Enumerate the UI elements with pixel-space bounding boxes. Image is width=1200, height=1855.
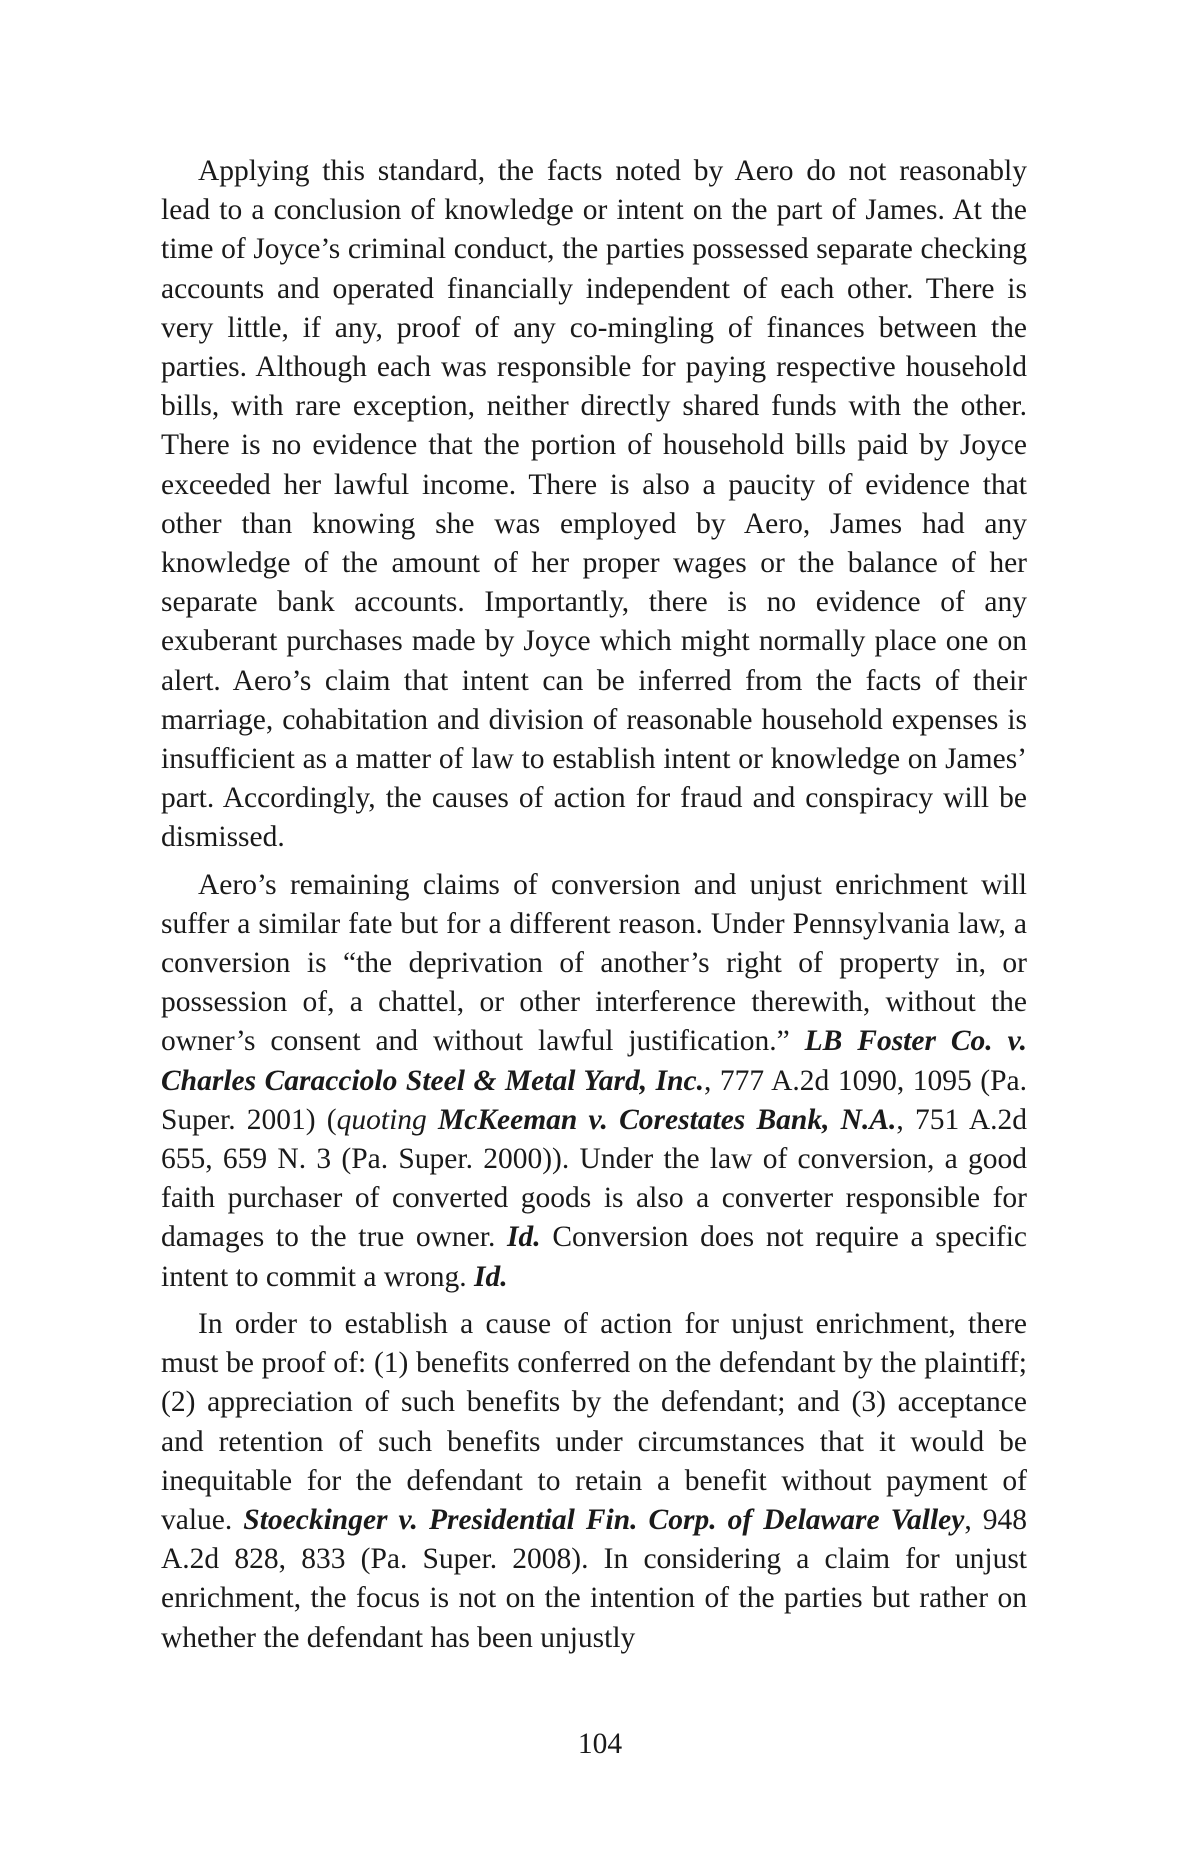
text-run: In order to establish a cause of action for unjust enrichment, there must be proof of: (1) benefits conferred on the defendant by the plaintiff; (2) appreciation of such benefits by the defendant; and (3) acceptance and retention of such benefits under circumstances that it would be inequitable for the defendant to retain a benefit without payment of value. [161,1307,1027,1536]
text-run: Conversion does not require a specific intent to commit a wrong. [161,1221,1028,1293]
text-run: Applying this standard, the facts noted by Aero do not reasonably lead to a conclusion of knowledge or intent on the part of James. At the time of Joyce’s criminal conduct, the parties possessed separate checking accounts and operated financially independent of each other. There is very little, if any, proof of any co-mingling of finances between the parties. Although each was responsible for paying respective household bills, with rare exception, neither directly shared funds with the other. There is no evidence that the portion of household bills paid by Joyce exceeded her lawful income. There is also a paucity of evidence that other than knowing she was employed by Aero, James had any knowledge of the amount of her proper wages or the balance of her separate bank accounts. Importantly, there is no evidence of any exuberant purchases made by Joyce which might normally place one on alert. Aero’s claim that intent can be inferred from the facts of their marriage, cohabitation and division of reasonable household expenses is insufficient as a matter of law to establish intent or knowledge on James’ part. Accordingly, the causes of action for fraud and conspiracy will be dismissed. [161,155,1027,854]
case-citation: Id. [507,1221,541,1254]
text-run: , 948 A.2d 828, 833 (Pa. Super. 2008). In considering a claim for unjust enrichment, the focus is not on the intention of the parties but rather on whether the defendant has been unjustly [161,1503,1027,1654]
paragraph-3 [161,1305,1027,1658]
text-run: Aero’s remaining claims of conversion and unjust enrichment will suffer a similar fate but for a different reason. Under Pennsylvania law, a conversion is “the deprivation of another’s right of property in, or possession of, a chattel, or other interference therewith, without the owner’s consent and without lawful justification.” [161,868,1027,1058]
case-citation: McKeeman v. Corestates Bank, N.A. [438,1103,897,1136]
case-citation: Stoeckinger v. Presidential Fin. Corp. of Delaware Valley [243,1503,965,1536]
case-citation: LB Foster Co. v. Charles Caracciolo Steel & Metal Yard, Inc. [161,1025,1027,1097]
text-run: , 777 A.2d 1090, 1095 (Pa. Super. 2001) ( [161,1064,1027,1136]
text-run [427,1104,438,1136]
paragraph-1 [161,152,1027,858]
page-number: 104 [577,1728,623,1760]
body-text [161,152,1027,1666]
text-run: , 751 A.2d 655, 659 N. 3 (Pa. Super. 2000)). Under the law of conversion, a good faith purchaser of converted goods is also a converter responsible for damages to the true owner. [161,1103,1027,1254]
paragraph-2 [161,866,1027,1297]
case-citation: Id. [473,1260,508,1293]
signal-word: quoting [336,1103,427,1136]
